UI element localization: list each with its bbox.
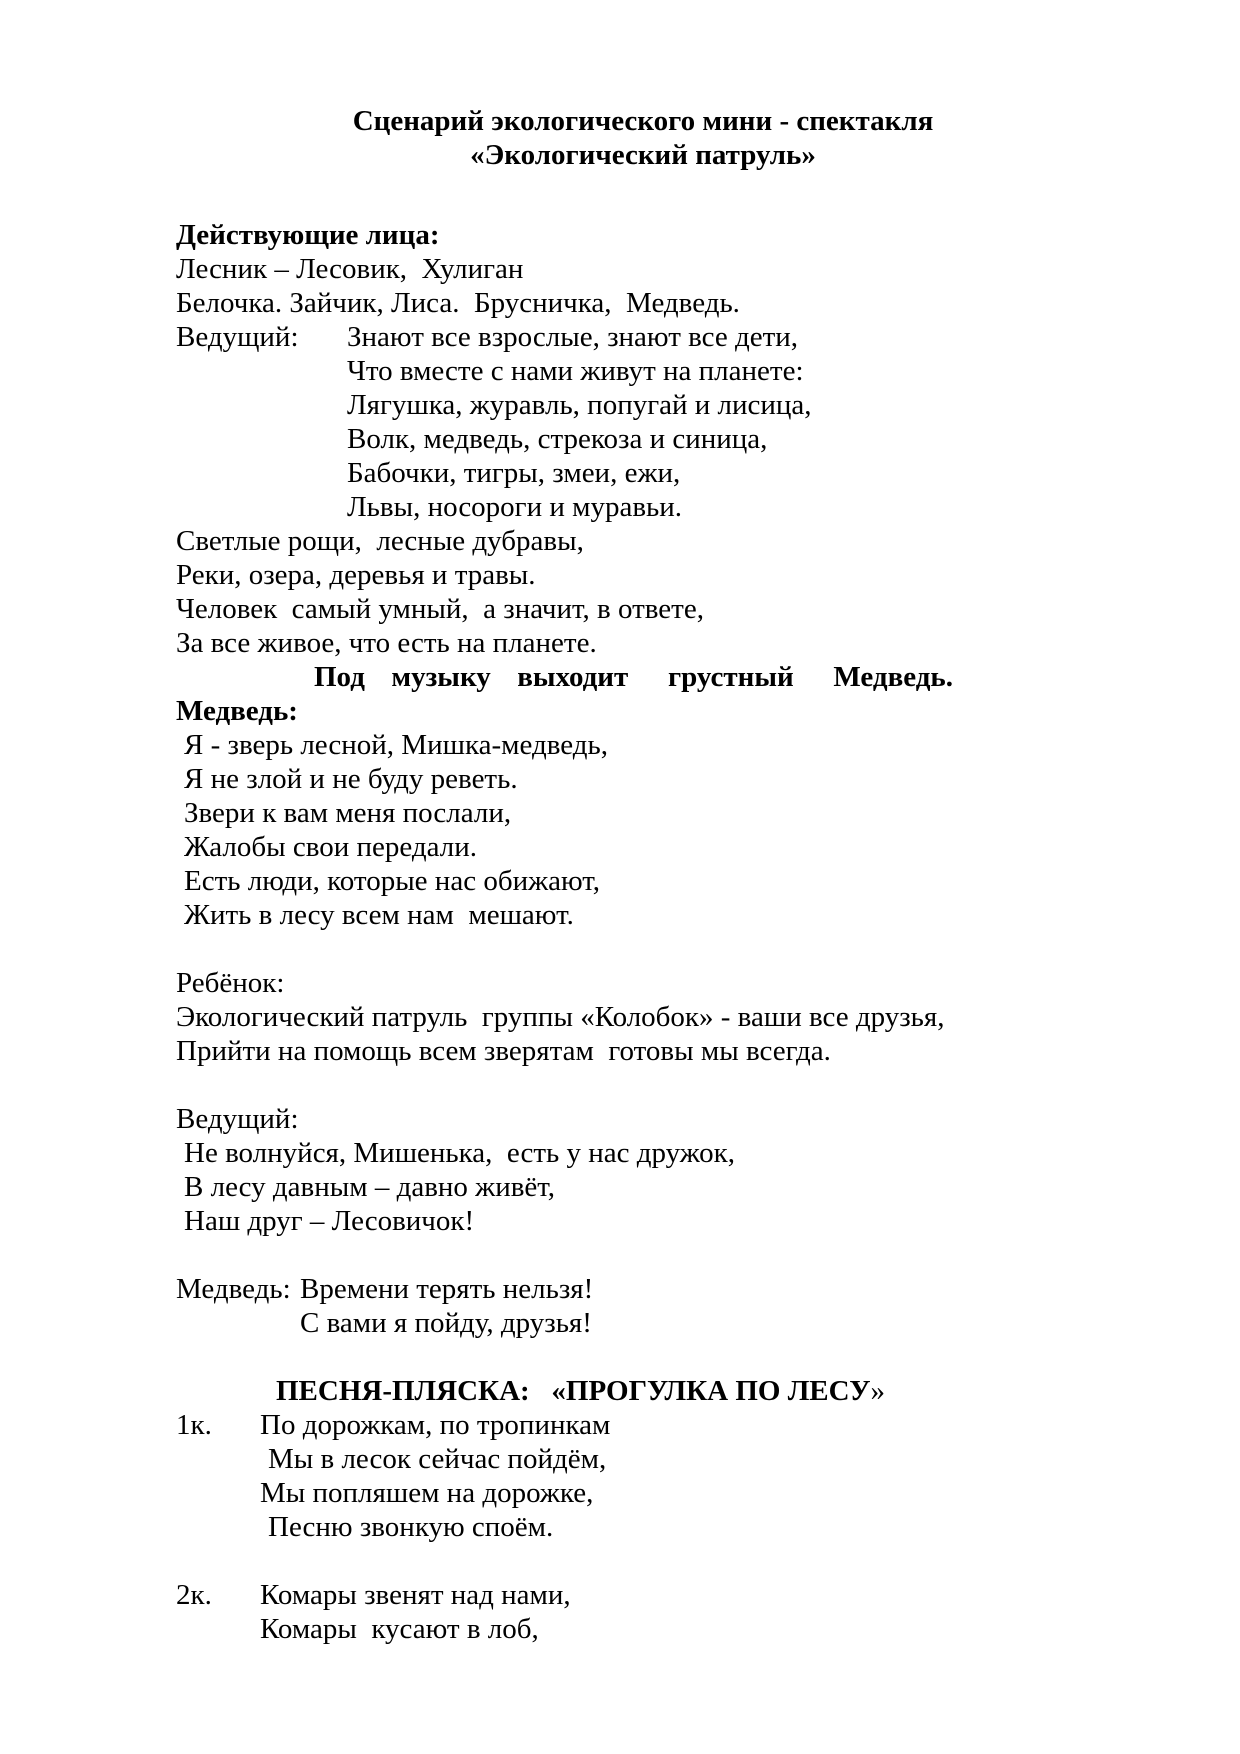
verse1-line-1: По дорожкам, по тропинкам (260, 1409, 611, 1441)
host-reply-line-3: Наш друг – Лесовичок! (184, 1205, 475, 1237)
child-line-1: Экологический патруль группы «Колобок» - ваши все друзья, (176, 1001, 945, 1033)
spacer (176, 1068, 1110, 1102)
host-cont-line-1: Светлые рощи, лесные дубравы, (176, 525, 584, 557)
host-intro-line-2: Что вместе с нами живут на планете: (347, 355, 804, 387)
host-cont-line-3: Человек самый умный, а значит, в ответе, (176, 593, 704, 625)
spacer (176, 932, 1110, 966)
host-intro-row (176, 320, 1110, 354)
child-line-2: Прийти на помощь всем зверятам готовы мы всегда. (176, 1035, 831, 1067)
bear-monologue-speaker: Медведь: (176, 695, 298, 727)
song-heading (176, 1374, 1110, 1408)
verse1-line-4: Песню звонкую споём. (268, 1511, 554, 1543)
document-title-line-2: «Экологический патруль» (470, 139, 816, 171)
bear-reply-row (176, 1272, 1110, 1306)
bear-monologue-line-1: Я - зверь лесной, Мишка-медведь, (184, 729, 608, 761)
host-intro-line-3: Лягушка, журавль, попугай и лисица, (347, 389, 812, 421)
verse2-line-2: Комары кусают в лоб, (260, 1613, 539, 1645)
host-intro-line-4: Волк, медведь, стрекоза и синица, (347, 423, 768, 455)
host-cont-line-2: Реки, озера, деревья и травы. (176, 559, 536, 591)
bear-monologue-line-6: Жить в лесу всем нам мешают. (184, 899, 574, 931)
document-title-line-1: Сценарий экологического мини - спектакля (352, 105, 934, 137)
verse2-row (176, 1578, 1110, 1612)
spacer (176, 1238, 1110, 1272)
host-intro-line-6: Львы, носороги и муравьи. (347, 491, 683, 523)
verse1-line-2: Мы в лесок сейчас пойдём, (268, 1443, 607, 1475)
verse2-line-1: Комары звенят над нами, (260, 1579, 571, 1611)
speaker-label-bear: Медведь: (176, 1273, 291, 1305)
bear-reply-line-1: Времени терять нельзя! (300, 1273, 594, 1305)
child-speaker: Ребёнок: (176, 967, 285, 999)
speaker-label-host: Ведущий: (176, 321, 299, 353)
spacer (176, 1544, 1110, 1578)
verse1-row (176, 1408, 1110, 1442)
verse2-label: 2к. (176, 1579, 212, 1611)
bear-monologue-line-5: Есть люди, которые нас обижают, (184, 865, 601, 897)
host-reply-line-2: В лесу давным – давно живёт, (184, 1171, 556, 1203)
cast-heading: Действующие лица: (176, 219, 440, 251)
song-heading-close-quote: » (870, 1375, 885, 1407)
host-intro-line-5: Бабочки, тигры, змеи, ежи, (347, 457, 681, 489)
bear-monologue-line-4: Жалобы свои передали. (184, 831, 477, 863)
host-cont-line-4: За все живое, что есть на планете. (176, 627, 597, 659)
song-heading-bold: ПЕСНЯ-ПЛЯСКА: «ПРОГУЛКА ПО ЛЕСУ (276, 1375, 871, 1407)
cast-line-2: Белочка. Зайчик, Лиса. Брусничка, Медведь. (176, 287, 740, 319)
host-reply-speaker: Ведущий: (176, 1103, 299, 1135)
host-reply-line-1: Не волнуйся, Мишенька, есть у нас дружок, (184, 1137, 735, 1169)
cast-line-1: Лесник – Лесовик, Хулиган (176, 253, 524, 285)
bear-monologue-line-3: Звери к вам меня послали, (184, 797, 512, 829)
host-intro-line-1: Знают все взрослые, знают все дети, (347, 321, 799, 353)
verse1-label: 1к. (176, 1409, 212, 1441)
stage-direction: Под музыку выходит грустный Медведь. (314, 661, 953, 693)
bear-monologue-line-2: Я не злой и не буду реветь. (184, 763, 518, 795)
spacer (176, 1340, 1110, 1374)
verse1-line-3: Мы попляшем на дорожке, (260, 1477, 594, 1509)
spacer (176, 172, 1110, 206)
bear-reply-line-2: С вами я пойду, друзья! (300, 1307, 592, 1339)
